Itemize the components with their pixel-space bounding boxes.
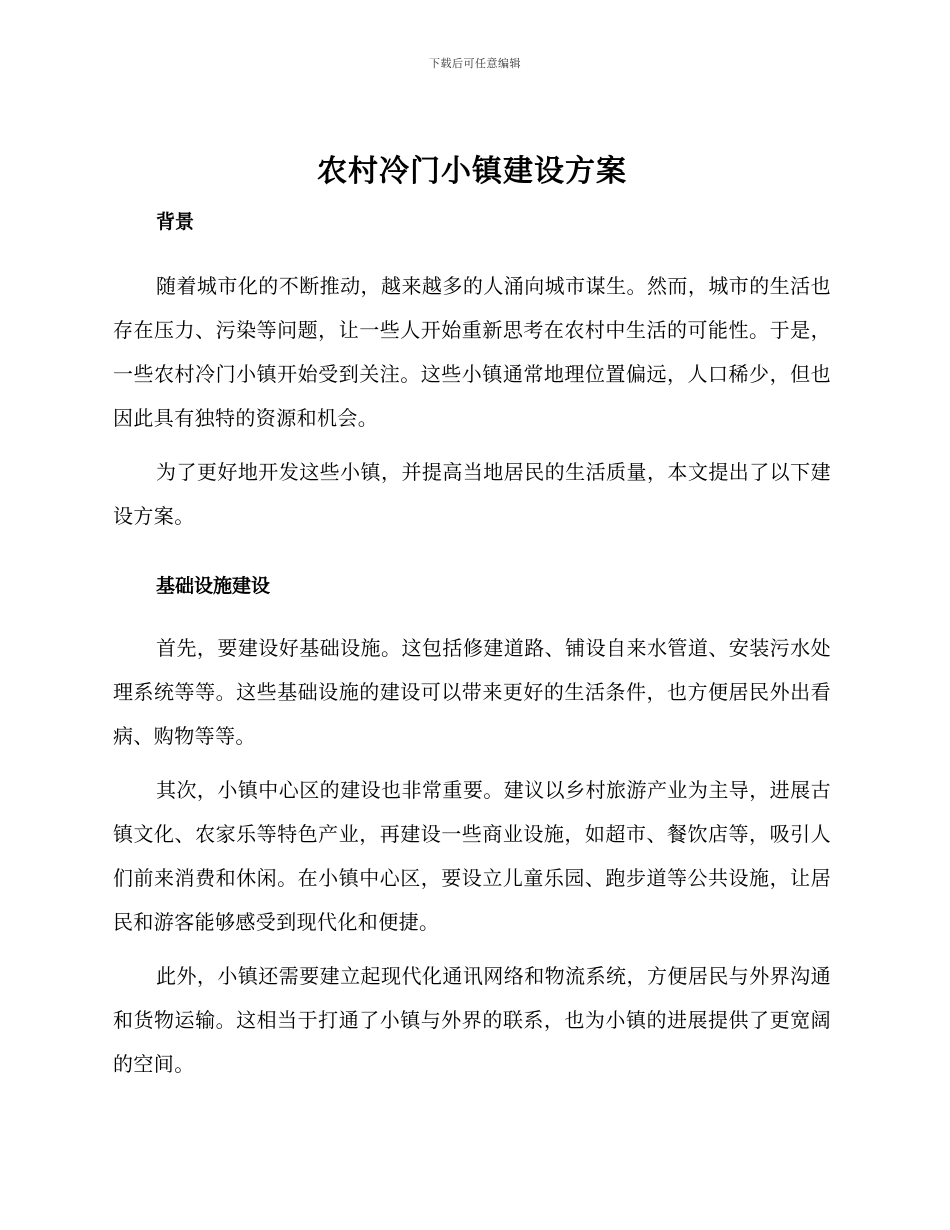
document-body (113, 150, 831, 1086)
page-header-note: 下载后可任意编辑 (429, 57, 521, 70)
section-heading-background: 背景 (156, 211, 195, 233)
paragraph-infrastructure-1: 首先，要建设好基础设施。这包括修建道路、铺设自来水管道、安装污水处理系统等等。这些基础设施的建设可以带来更好的生活条件，也方便居民外出看病、购物等等。 (113, 636, 831, 748)
paragraph-infrastructure-2: 其次，小镇中心区的建设也非常重要。建议以乡村旅游产业为主导，进展古镇文化、农家乐等特色产业，再建设一些商业设施，如超市、餐饮店等，吸引人们前来消费和休闲。在小镇中心区，要设立儿童乐园、跑步道等公共设施，让居民和游客能够感受到现代化和便捷。 (113, 778, 831, 934)
document-title: 农村冷门小镇建设方案 (317, 154, 627, 189)
paragraph-background-2: 为了更好地开发这些小镇，并提高当地居民的生活质量，本文提出了以下建设方案。 (113, 460, 831, 528)
paragraph-background-1: 随着城市化的不断推动，越来越多的人涌向城市谋生。然而，城市的生活也存在压力、污染等问题，让一些人开始重新思考在农村中生活的可能性。于是，一些农村冷门小镇开始受到关注。这些小镇通常地理位置偏远，人口稀少，但也因此具有独特的资源和机会。 (113, 274, 831, 430)
section-heading-infrastructure: 基础设施建设 (156, 575, 271, 597)
paragraph-infrastructure-3: 此外，小镇还需要建立起现代化通讯网络和物流系统，方便居民与外界沟通和货物运输。这相当于打通了小镇与外界的联系，也为小镇的进展提供了更宽阔的空间。 (113, 964, 831, 1076)
